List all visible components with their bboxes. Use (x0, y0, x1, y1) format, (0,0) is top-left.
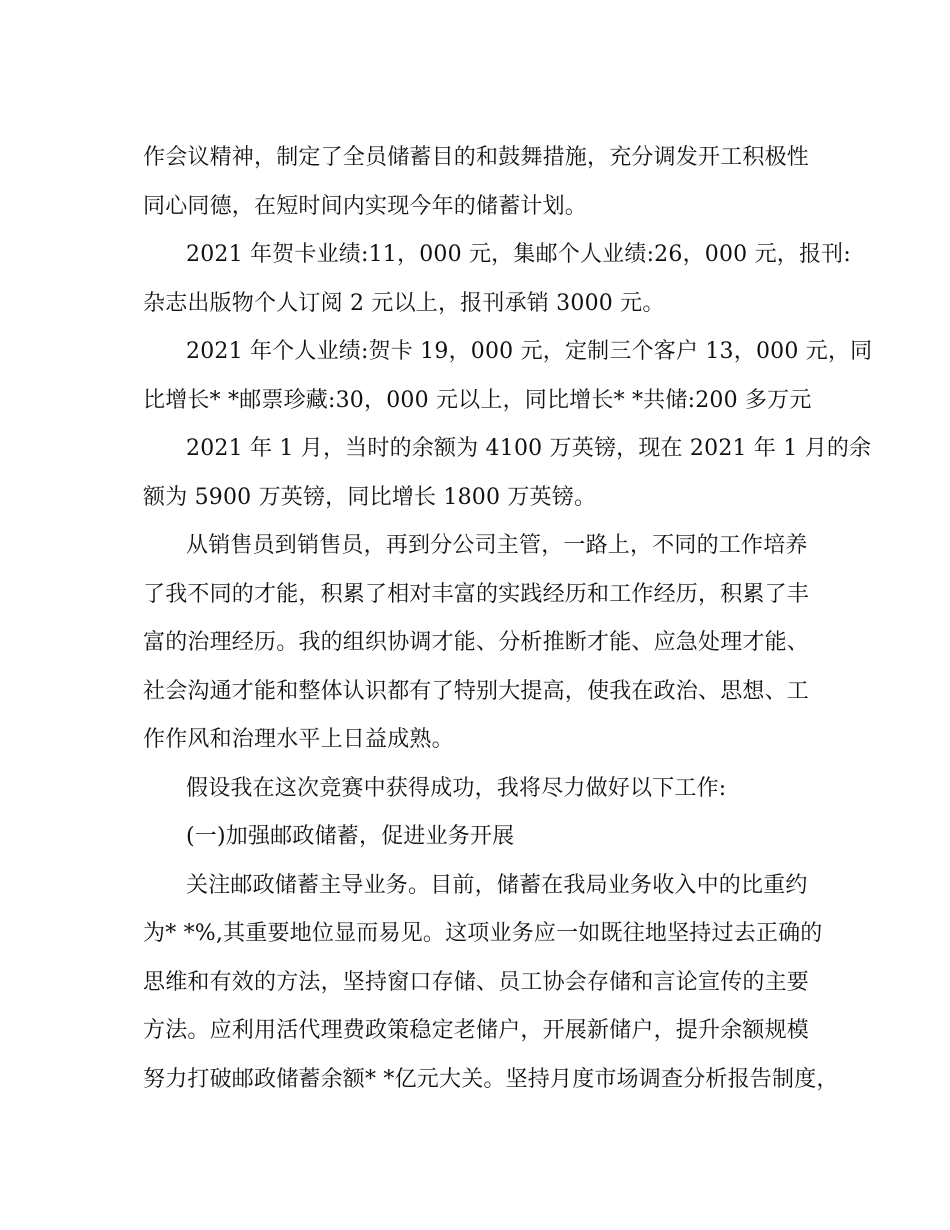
text-line: 2021 年个人业绩:贺卡 19，000 元，定制三个客户 13，000 元，同 (186, 339, 873, 364)
text-line: 思维和有效的方法，坚持窗口存储、员工协会存储和言论宣传的主要 (143, 969, 810, 995)
text-line: 假设我在这次竞赛中获得成功，我将尽力做好以下工作: (186, 775, 727, 801)
text-line: 2021 年 1 月，当时的余额为 4100 万英镑，现在 2021 年 1 月的余 (186, 436, 872, 461)
text-line: 比增长* *邮票珍藏:30，000 元以上，同比增长* *共储:200 多万元 (143, 387, 812, 413)
text-line: 为* *%,其重要地位显而易见。这项业务应一如既往地坚持过去正确的 (143, 921, 823, 946)
text-line: 从销售员到销售员，再到分公司主管，一路上，不同的工作培养 (186, 533, 808, 558)
text-line: 作作风和治理水平上日益成熟。 (143, 727, 454, 752)
text-line: 杂志出版物个人订阅 2 元以上，报刊承销 3000 元。 (143, 290, 665, 316)
text-line: 作会议精神，制定了全员储蓄目的和鼓舞措施，充分调发开工积极性 (143, 145, 810, 170)
text-line: 关注邮政储蓄主导业务。目前，储蓄在我局业务收入中的比重约 (186, 872, 808, 898)
text-line: 社会沟通才能和整体认识都有了特别大提高，使我在政治、思想、工 (143, 678, 810, 704)
text-line: 2021 年贺卡业绩:11，000 元，集邮个人业绩:26，000 元，报刊: (186, 242, 851, 267)
text-line: 富的治理经历。我的组织协调才能、分析推断才能、应急处理才能、 (143, 630, 810, 655)
document-body (143, 134, 873, 1104)
text-line: 了我不同的才能，积累了相对丰富的实践经历和工作经历，积累了丰 (143, 581, 810, 607)
text-line: 额为 5900 万英镑，同比增长 1800 万英镑。 (143, 484, 597, 510)
text-line: 方法。应利用活代理费政策稳定老储户，开展新储户，提升余额规模 (143, 1018, 810, 1043)
text-line: 努力打破邮政储蓄余额* *亿元大关。坚持月度市场调查分析报告制度， (143, 1066, 839, 1092)
section-heading: (一)加强邮政储蓄，促进业务开展 (186, 824, 515, 849)
text-line: 同心同德，在短时间内实现今年的储蓄计划。 (143, 193, 588, 219)
